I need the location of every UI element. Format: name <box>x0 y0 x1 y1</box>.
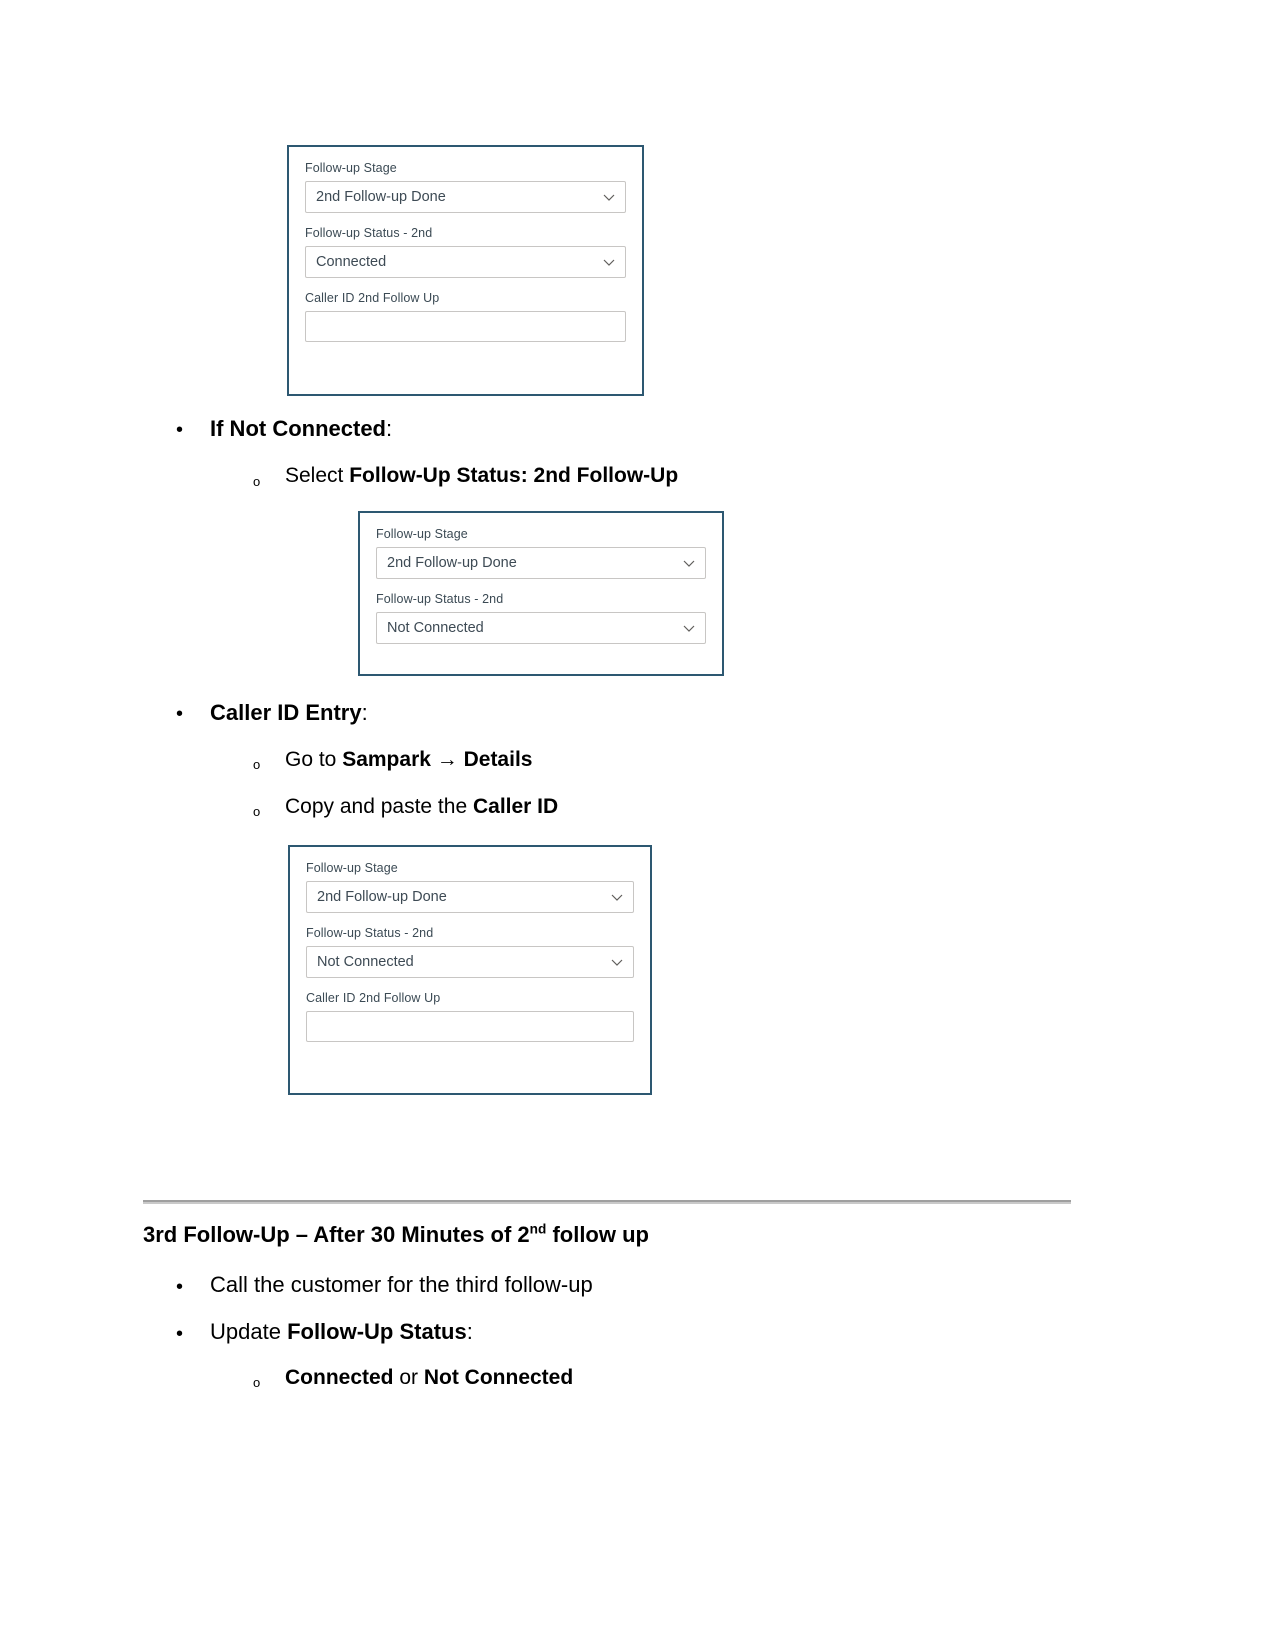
bullet-select-status-pre: Select <box>285 464 350 487</box>
heading-part2: follow up <box>546 1222 649 1247</box>
bullet-caller-id-entry-bold: Caller ID Entry <box>210 700 362 725</box>
field-group-follow-up-stage <box>376 527 706 579</box>
textbox-caller-id[interactable] <box>305 311 626 342</box>
bullet-go-to-sampark-arrow: → <box>430 748 464 771</box>
textbox-caller-id[interactable] <box>306 1011 634 1042</box>
field-group-caller-id <box>306 991 634 1042</box>
screenshot-crm-form-connected <box>287 145 644 396</box>
field-label-follow-up-status: Follow-up Status - 2nd <box>376 592 504 606</box>
bullet-if-not-connected-bold: If Not Connected <box>210 416 386 441</box>
heading-part1: 3rd Follow-Up – After 30 Minutes of 2 <box>143 1222 530 1247</box>
field-label-caller-id: Caller ID 2nd Follow Up <box>306 991 441 1005</box>
field-label-caller-id: Caller ID 2nd Follow Up <box>305 291 440 305</box>
dropdown-follow-up-stage[interactable] <box>376 547 706 579</box>
dropdown-follow-up-stage[interactable] <box>305 181 626 213</box>
bullet-select-follow-up-status <box>285 463 678 489</box>
chevron-down-icon <box>602 190 616 204</box>
bullet-copy-paste-pre: Copy and paste the <box>285 795 473 818</box>
bullet-copy-paste-bold: Caller ID <box>472 795 559 818</box>
bullet-copy-paste-caller-id <box>285 794 558 820</box>
bullet-caller-id-entry-rest: : <box>361 700 368 725</box>
bullet-if-not-connected <box>210 415 392 443</box>
chevron-down-icon <box>610 955 624 969</box>
dropdown-follow-up-status[interactable] <box>305 246 626 278</box>
chevron-down-icon <box>610 890 624 904</box>
bullet-or-text: or <box>393 1366 424 1389</box>
dropdown-value-follow-up-stage: 2nd Follow-up Done <box>317 888 447 905</box>
chevron-down-icon <box>602 255 616 269</box>
field-label-follow-up-stage: Follow-up Stage <box>376 527 468 541</box>
field-group-caller-id <box>305 291 626 342</box>
bullet-update-follow-up-status <box>210 1318 473 1346</box>
bullet-circle-go-to-sampark: o <box>253 757 261 772</box>
bullet-go-to-sampark-bold1: Sampark <box>342 748 431 771</box>
bullet-call-customer <box>210 1271 593 1299</box>
bullet-connected-bold: Connected <box>285 1366 394 1389</box>
bullet-go-to-sampark-details <box>285 747 532 773</box>
bullet-disc-caller-id-entry: • <box>176 703 184 725</box>
chevron-down-icon <box>682 556 696 570</box>
bullet-circle-select-status: o <box>253 474 261 489</box>
field-label-follow-up-status: Follow-up Status - 2nd <box>306 926 434 940</box>
dropdown-follow-up-status[interactable] <box>306 946 634 978</box>
field-label-follow-up-stage: Follow-up Stage <box>305 161 397 175</box>
screenshot-crm-form-caller-id <box>288 845 652 1095</box>
bullet-select-status-bold: Follow-Up Status: 2nd Follow-Up <box>349 464 679 487</box>
bullet-caller-id-entry <box>210 699 368 727</box>
bullet-connected-or-not-connected <box>285 1365 573 1391</box>
field-group-follow-up-status <box>305 226 626 278</box>
bullet-circle-copy-paste-caller-id: o <box>253 804 261 819</box>
bullet-disc-update-status: • <box>176 1323 184 1345</box>
field-group-follow-up-status <box>306 926 634 978</box>
bullet-update-status-pre: Update <box>210 1319 288 1344</box>
field-group-follow-up-status <box>376 592 706 644</box>
dropdown-value-follow-up-stage: 2nd Follow-up Done <box>316 188 446 205</box>
bullet-update-status-bold: Follow-Up Status <box>287 1319 467 1344</box>
bullet-go-to-sampark-bold2: Details <box>463 748 533 771</box>
dropdown-value-follow-up-stage: 2nd Follow-up Done <box>387 554 517 571</box>
dropdown-follow-up-status[interactable] <box>376 612 706 644</box>
bullet-update-status-rest: : <box>466 1319 473 1344</box>
heading-superscript-nd: nd <box>529 1221 547 1237</box>
field-group-follow-up-stage <box>306 861 634 913</box>
dropdown-value-follow-up-status: Not Connected <box>317 953 414 970</box>
bullet-not-connected-bold: Not Connected <box>423 1366 574 1389</box>
field-label-follow-up-status: Follow-up Status - 2nd <box>305 226 433 240</box>
dropdown-value-follow-up-status: Not Connected <box>387 619 484 636</box>
section-divider <box>143 1200 1071 1204</box>
field-group-follow-up-stage <box>305 161 626 213</box>
chevron-down-icon <box>682 621 696 635</box>
bullet-disc-call-customer: • <box>176 1276 184 1298</box>
dropdown-follow-up-stage[interactable] <box>306 881 634 913</box>
bullet-if-not-connected-rest: : <box>386 416 393 441</box>
bullet-go-to-sampark-pre: Go to <box>285 748 343 771</box>
bullet-disc-if-not-connected: • <box>176 419 184 441</box>
bullet-circle-connected-or-not: o <box>253 1375 261 1390</box>
heading-3rd-follow-up <box>143 1222 649 1248</box>
field-label-follow-up-stage: Follow-up Stage <box>306 861 398 875</box>
dropdown-value-follow-up-status: Connected <box>316 253 387 270</box>
bullet-call-customer-text: Call the customer for the third follow-up <box>210 1272 593 1297</box>
screenshot-crm-form-not-connected <box>358 511 724 676</box>
